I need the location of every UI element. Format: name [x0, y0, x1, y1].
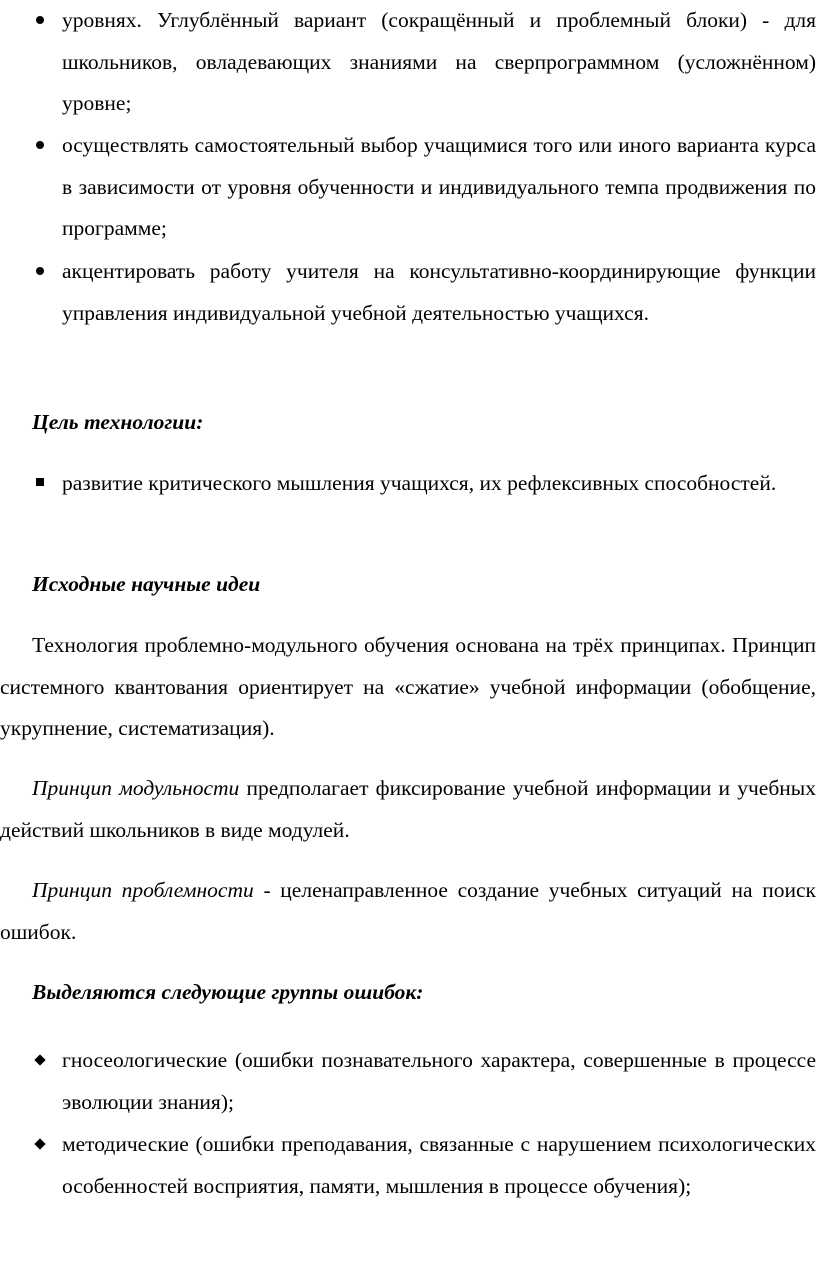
paragraph [0, 870, 816, 953]
paragraph-italic-term: Принцип проблемности [32, 878, 254, 902]
paragraph-italic-term: Принцип модульности [32, 776, 240, 800]
list-item-text: уровнях. Углублённый вариант (сокращённый и проблемный блоки) - для школьников, овладевающих знаниями на сверпрограммном (усложнённом) уровне; [62, 8, 816, 115]
bullet-diamond-icon [30, 1040, 50, 1082]
paragraph-text: - целенаправленное создание учебных ситуаций на поиск ошибок. [0, 878, 816, 944]
paragraph [0, 768, 816, 851]
list-item-text: гносеологические (ошибки познавательного характера, совершенные в процессе эволюции знания); [62, 1048, 816, 1114]
bullet-dot-icon [30, 125, 50, 167]
list-item [62, 463, 816, 505]
list-item-text: акцентировать работу учителя на консультативно-координирующие функции управления индивидуальной учебной деятельностью учащихся. [62, 259, 816, 325]
list-item [62, 1040, 816, 1123]
list-item [62, 1124, 816, 1207]
list-item [62, 251, 816, 334]
bullet-diamond-icon [30, 1124, 50, 1166]
list-item-text: развитие критического мышления учащихся, их рефлексивных способностей. [62, 471, 777, 495]
heading-goal: Цель технологии: [32, 410, 204, 434]
heading-ideas: Исходные научные идеи [32, 572, 261, 596]
paragraph-text: предполагает фиксирование учебной информации и учебных действий школьников в виде модулей. [0, 776, 816, 842]
bullet-dot-icon [30, 251, 50, 293]
list-item [62, 0, 816, 125]
heading-errors: Выделяются следующие группы ошибок: [32, 980, 424, 1004]
list-item [62, 125, 816, 250]
paragraph: Технология проблемно-модульного обучения основана на трёх принципах. Принцип системного квантования ориентирует на «сжатие» учебной информации (обобщение, укрупнение, систематизация). [0, 633, 816, 740]
bullet-dot-icon [30, 0, 50, 42]
list-item-text: методические (ошибки преподавания, связанные с нарушением психологических особенностей восприятия, памяти, мышления в процессе обучения); [62, 1132, 816, 1198]
list-item-text: осуществлять самостоятельный выбор учащимися того или иного варианта курса в зависимости от уровня обученности и индивидуального темпа продвижения по программе; [62, 133, 816, 240]
bullet-square-icon [30, 463, 50, 505]
